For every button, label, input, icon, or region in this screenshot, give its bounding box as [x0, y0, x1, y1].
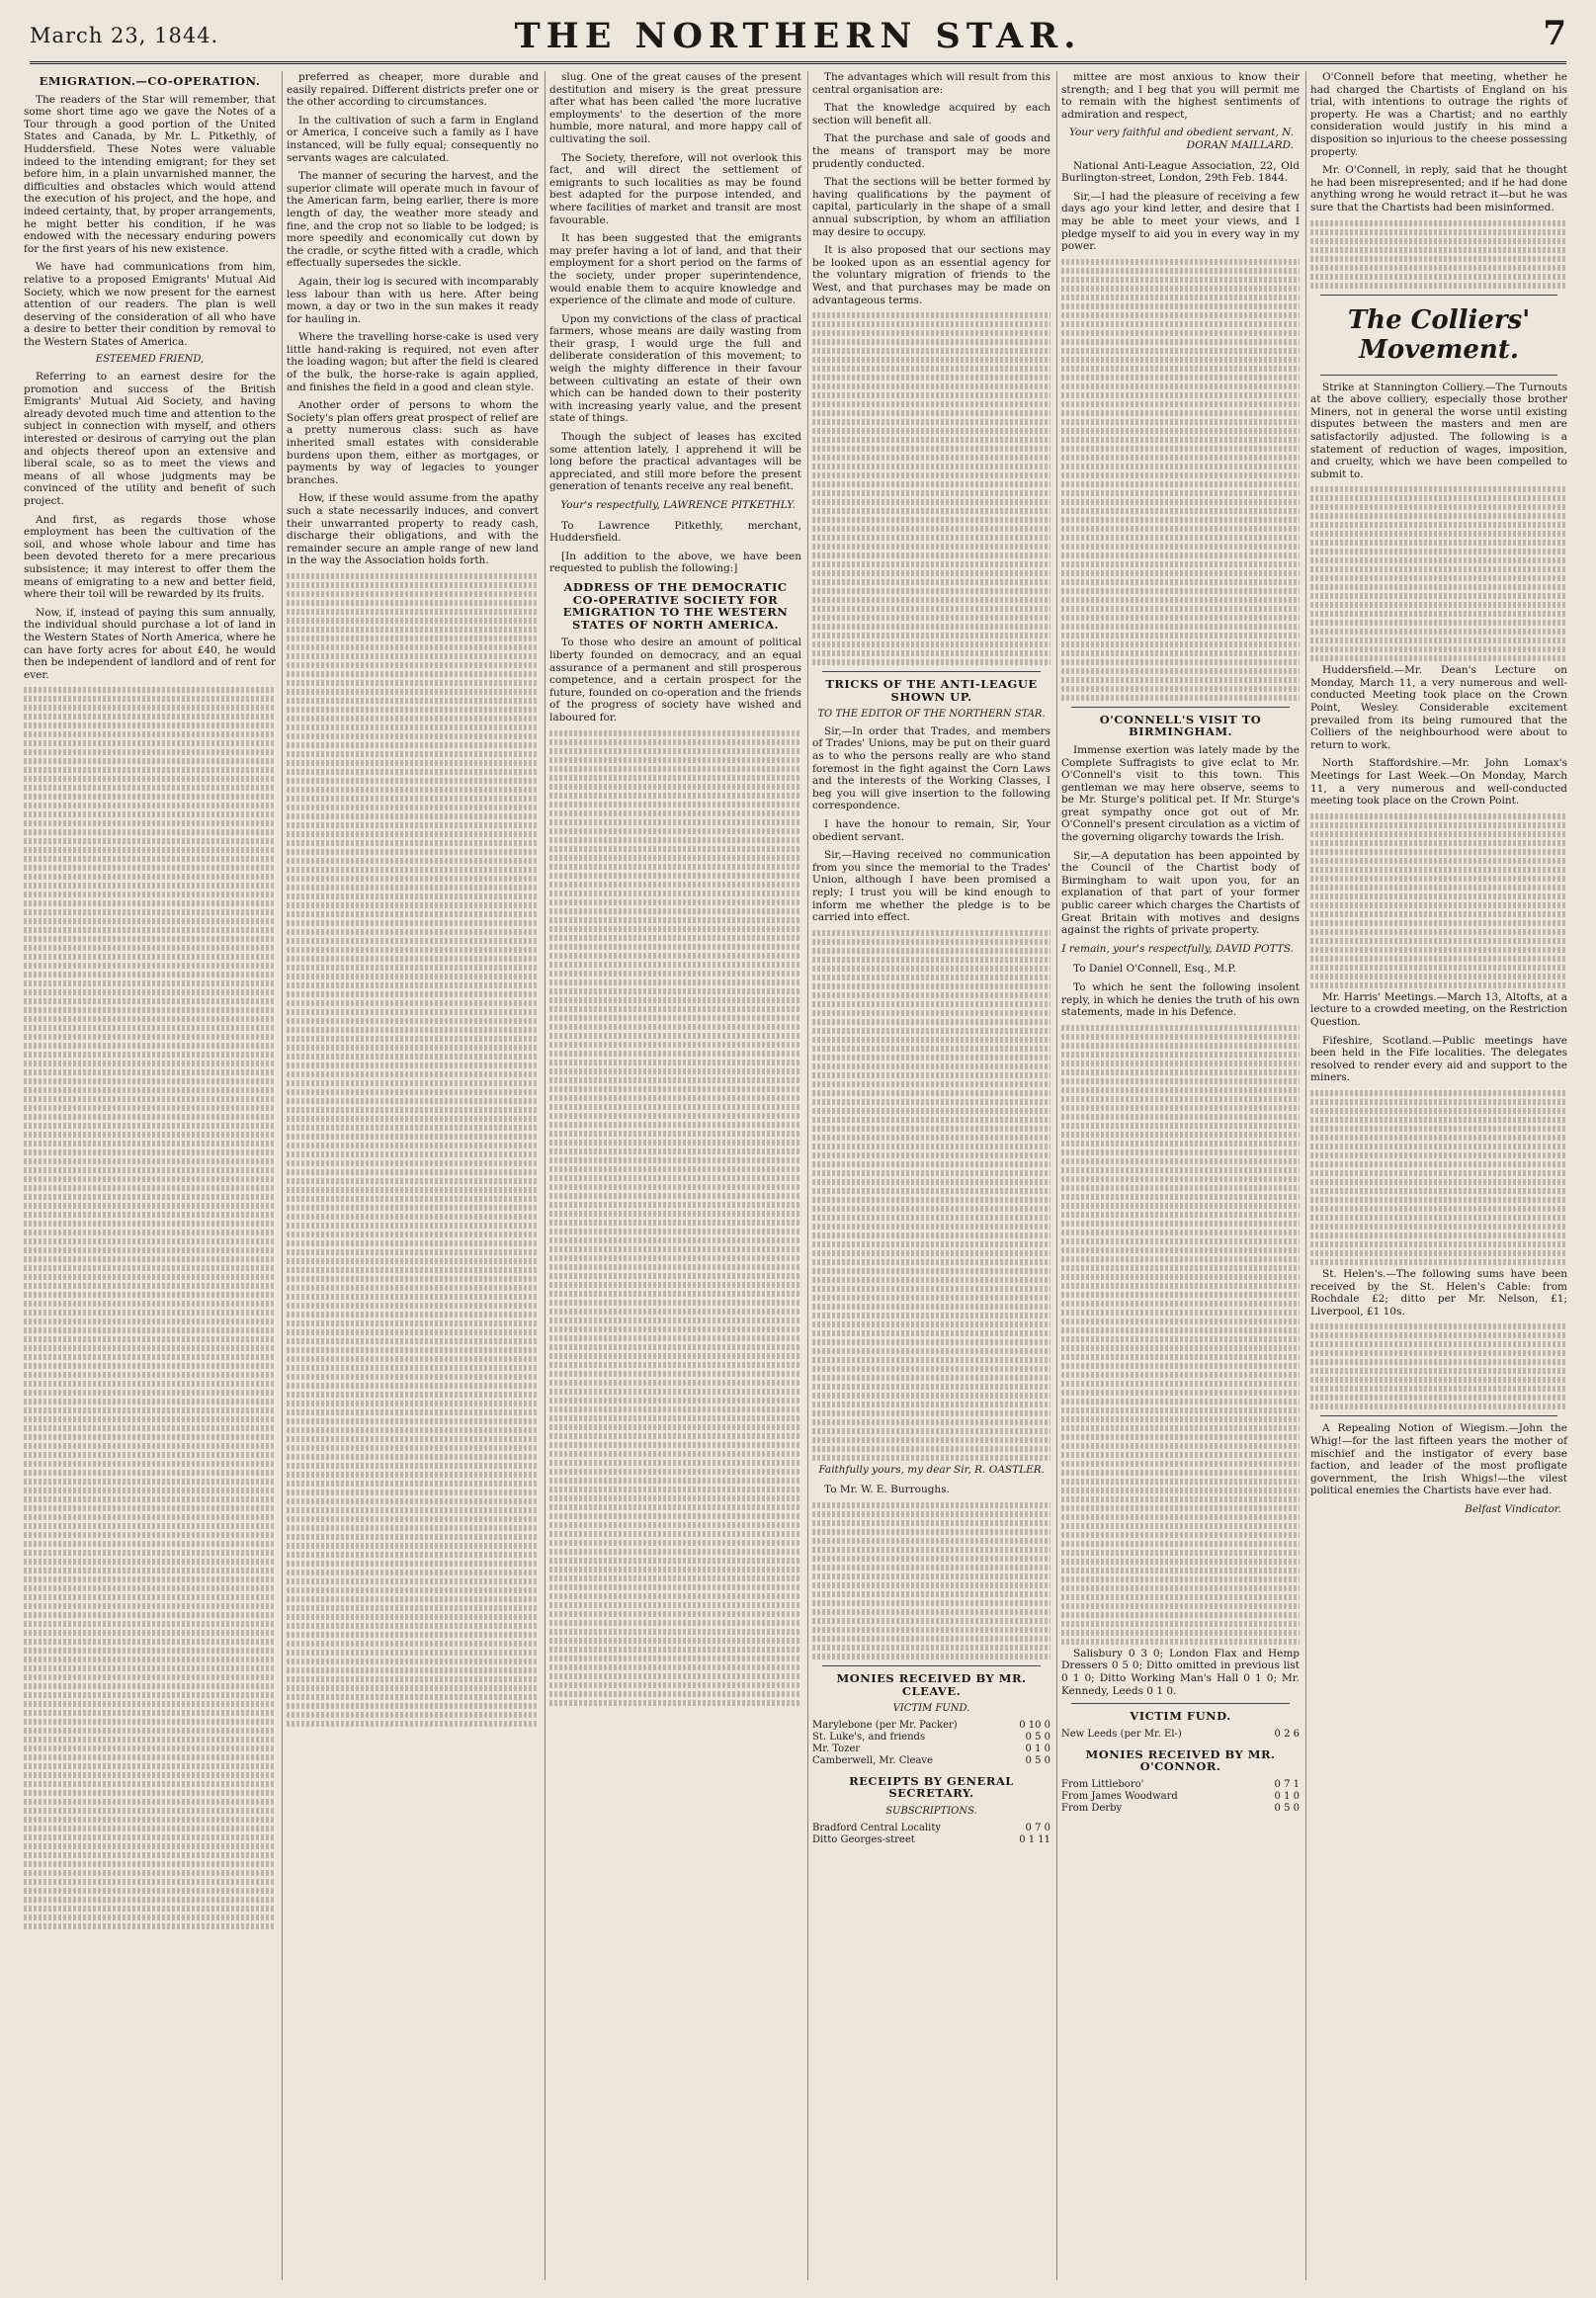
paragraph: And first, as regards those whose employment has been the cultivation of the soil, and whose whole labour and time has been devoted thereto for a mere precarious subsistence; it may interest to offer them the means of emigrating to a new and better field, where their toil will be rewarded by its fruits.: [24, 513, 276, 601]
list-heading-general-secretary: RECEIPTS BY GENERAL SECRETARY.: [849, 1773, 1014, 1801]
paragraph: Mr. Harris' Meetings.—March 13, Altofts, at a lecture to a crowded meeting, on the Restriction Question.: [1310, 990, 1567, 1028]
article-heading-anti-league: TRICKS OF THE ANTI-LEAGUE SHOWN UP.: [825, 677, 1038, 704]
text-texture: [1061, 1025, 1300, 1645]
list-item: Ditto Georges-street 0 1 11: [812, 1833, 1050, 1845]
section-divider: [1320, 1415, 1557, 1416]
paragraph: Referring to an earnest desire for the promotion and success of the British Emigrants' Mutual Aid Society, and having already devoted much time and attention to the subject in connection with myself, and others interested or desirous of carrying out the plan and objects thereof upon an extensive and liberal scale, so as to meet the views and means of all whose judgments may be convinced of the utility and benefit of such project.: [24, 371, 276, 507]
receipts-list: [812, 1823, 1050, 1846]
paragraph: North Staffordshire.—Mr. John Lomax's Meetings for Last Week.—On Monday, March 11, a very numerous and well-conducted meeting took place on the Crown Point.: [1310, 757, 1567, 808]
paragraph: National Anti-League Association, 22, Old Burlington-street, London, 29th Feb. 1844.: [1061, 159, 1300, 185]
paragraph: A Repealing Notion of Wiegism.—John the Whig!—for the last fifteen years the mother of mischief and the instigator of every base faction, and leader of the most profligate government, the Irish Whigs!—the vilest political enemies the Chartists have ever had.: [1310, 1422, 1567, 1497]
column-3: [549, 71, 808, 2280]
paragraph: Sir,—I had the pleasure of receiving a few days ago your kind letter, and desire that I may be able to meet your views, and I pledge myself to aid you in every way in my power.: [1061, 190, 1300, 253]
section-divider: [1071, 707, 1290, 708]
newspaper-title: THE NORTHERN STAR.: [514, 16, 1082, 56]
list-item: From Derby 0 5 0: [1061, 1802, 1300, 1814]
columns: [24, 71, 1575, 2285]
letter-salutation: ESTEEMED FRIEND,: [95, 354, 205, 366]
paragraph: Salisbury 0 3 0; London Flax and Hemp Dressers 0 5 0; Ditto omitted in previous list 0 1 0; Ditto Working Man's Hall 0 1 0; Mr. Kennedy, Leeds 0 1 0.: [1061, 1647, 1300, 1697]
section-divider: [1320, 375, 1557, 376]
paragraph: preferred as cheaper, more durable and easily repaired. Different districts prefer one or the other according to circumstances.: [287, 71, 539, 109]
source-attribution: Belfast Vindicator.: [1465, 1502, 1561, 1515]
list-heading-oconnor: MONIES RECEIVED BY MR. O'CONNOR.: [1085, 1746, 1276, 1774]
list-item: Mr. Tozer 0 1 0: [812, 1743, 1050, 1754]
paragraph: The Society, therefore, will not overlook this fact, and will direct the settlement of emigrants to such localities as may be found best adapted for the purpose intended, and where facilities of market and transit are most favourable.: [549, 151, 801, 226]
paragraph: Sir,—Having received no communication from you since the memorial to the Trades' Union, although I have been promised a reply; I trust you will be kind enough to inform me whether the pledge is to be carried into effect.: [812, 849, 1050, 924]
paragraph: O'Connell before that meeting, whether he had charged the Chartists of England on his trial, with intentions to outrage the rights of property. He was a Chartist; and no earthly consideration would justify in his mind a disposition so injurious to the cheese possessing property.: [1310, 71, 1567, 158]
paragraph: Fifeshire, Scotland.—Public meetings have been held in the Fife localities. The delegates resolved to render every aid and support to the miners.: [1310, 1034, 1567, 1084]
column-4: [812, 71, 1057, 2280]
text-texture: [287, 573, 539, 1727]
text-texture: [812, 930, 1050, 1461]
paragraph: To Daniel O'Connell, Esq., M.P.: [1073, 963, 1236, 976]
paragraph: The manner of securing the harvest, and the superior climate will operate much in favour of the American farm, being earlier, there is more length of day, the weather more steady and fine, and the crop not so liable to be lodged; is more speedily and economically cut down by the cradle, or scythe fitted with a cradle, which effectually supersedes the sickle.: [287, 170, 539, 270]
list-heading-victim-fund: VICTIM FUND.: [1130, 1709, 1231, 1724]
editor-note: [In addition to the above, we have been requested to publish the following:]: [549, 550, 801, 575]
paragraph: To Mr. W. E. Burroughs.: [824, 1484, 950, 1496]
paragraph: Another order of persons to whom the Society's plan offers great prospect of relief are a pretty numerous class: such as have inherited small estates with considerable burdens upon them, either as mortgages, or payments by way of legacies to younger branches.: [287, 399, 539, 486]
text-texture: [1061, 259, 1300, 701]
paragraph: To which he sent the following insolent reply, in which he denies the truth of his own statements, made in his Defence.: [1061, 981, 1300, 1019]
paragraph: slug. One of the great causes of the present destitution and misery is the great pressure after what has been called 'the more lucrative employments' to the desertion of the more humble, more natural, and more happy call of cultivating the soil.: [549, 71, 801, 145]
column-6: [1310, 71, 1573, 2280]
column-1: [24, 71, 283, 2280]
paragraph: It has been suggested that the emigrants may prefer having a lot of land, and that their employment for a short period on the farms of the society, under proper superintendence, would enable them to acquire knowledge and experience of the climate and mode of culture.: [549, 232, 801, 307]
article-heading-oconnell: O'CONNELL'S VISIT TO BIRMINGHAM.: [1099, 712, 1262, 739]
paragraph: We have had communications from him, relative to a proposed Emigrants' Mutual Aid Society, which we now present for the earnest attention of our readers. The plan is well deserving of the consideration of all who have a desire to better their condition by removal to the Western States of America.: [24, 261, 276, 348]
list-subheading: SUBSCRIPTIONS.: [885, 1805, 977, 1817]
paragraph: I have the honour to remain, Sir, Your obedient servant.: [812, 818, 1050, 843]
list-item: St. Luke's, and friends 0 5 0: [812, 1731, 1050, 1743]
list-subheading: VICTIM FUND.: [892, 1703, 970, 1715]
paragraph: St. Helen's.—The following sums have been received by the St. Helen's Cable: from Rochdale £2; ditto per Mr. Nelson, £1; Liverpool, £1 10s.: [1310, 1267, 1567, 1318]
text-texture: [812, 312, 1050, 665]
paragraph: Sir,—A deputation has been appointed by the Council of the Chartist body of Birmingham to wait upon you, for an explanation of that part of your former public career which charges the Chartists of Great Britain with motives and designs against the rights of private property.: [1061, 849, 1300, 937]
paragraph: The advantages which will result from this central organisation are:: [812, 71, 1050, 96]
column-5: [1061, 71, 1306, 2280]
page-number: 7: [1543, 14, 1566, 53]
paragraph: That the knowledge acquired by each section will benefit all.: [812, 102, 1050, 127]
list-item: New Leeds (per Mr. El-) 0 2 6: [1061, 1728, 1300, 1740]
oconnor-list: [1061, 1779, 1300, 1815]
paragraph: It is also proposed that our sections may be looked upon as an essential agency for the voluntary migration of friends to the West, and that purchases may be made on advantageous terms.: [812, 244, 1050, 306]
paragraph: The readers of the Star will remember, that some short time ago we gave the Notes of a Tour through a good portion of the United States and Canada, by Mr. L. Pitkethly, of Huddersfield. These Notes were valuable indeed to the intending emigrant; for they set before him, in a plain unvarnished manner, the difficulties and obstacles which would attend the execution of his project, and the hope, and indeed certainty, that, by proper arrangements, he might better his condition, if he was endowed with the necessary enduring powers for the first years of his new existence.: [24, 93, 276, 255]
paragraph: Immense exertion was lately made by the Complete Suffragists to give eclat to Mr. O'Connell's visit to this town. This gentleman we may here observe, seems to be Mr. Sturge's political pet. If Mr. Sturge's great sympathy once got out of Mr. O'Connell's present circulation as a victim of the governing oligarchy towards the Irish.: [1061, 743, 1300, 844]
text-texture: [1310, 220, 1567, 289]
list-heading-cleave: MONIES RECEIVED BY MR. CLEAVE.: [836, 1670, 1027, 1698]
paragraph: Strike at Stannington Colliery.—The Turnouts at the above colliery, especially those brother Miners, not in general the worse until existing disputes between the masters and men are satisfactorily adjusted. The following is a statement of reduction of wages, imposition, and cruelty, which we have been compelled to submit to.: [1310, 381, 1567, 480]
list-item: Camberwell, Mr. Cleave 0 5 0: [812, 1754, 1050, 1766]
text-texture: [1310, 1323, 1567, 1409]
paragraph: Where the travelling horse-cake is used very little hand-raking is required, not even after the loading wagon; but after the field is cleared of the bulk, the horse-rake is again applied, and finishes the field in a good and clean style.: [287, 331, 539, 393]
list-item: Bradford Central Locality 0 7 0: [812, 1822, 1050, 1833]
section-divider: [1071, 1703, 1290, 1704]
section-divider: [1320, 295, 1557, 296]
section-divider: [822, 1665, 1041, 1666]
column-2: [287, 71, 546, 2280]
paragraph: How, if these would assume from the apathy such a state necessarily induces, and convert their unwarranted property to ready cash, discharge their obligations, and with the remainder secure an ample range of new land in the way the Association holds forth.: [287, 492, 539, 567]
section-divider: [822, 671, 1041, 672]
text-texture: [1310, 1090, 1567, 1265]
paragraph: That the sections will be better formed by having qualifications by the payment of capital, particularly in the shape of a small annual subscription, by whom an affiliation may desire to occupy.: [812, 176, 1050, 238]
paragraph: To those who desire an amount of political liberty founded on democracy, and an equal assurance of a permanent and still prosperous competence, and a certain prospect for the future, founded on co-operation and the friends of the progress of society have wished and laboured for.: [549, 637, 801, 723]
masthead: [30, 14, 1566, 64]
paragraph: Now, if, instead of paying this sum annually, the individual should purchase a lot of land in the Western States of North America, where he can have forty acres for about £40, he would then be independent of landlord and of rent for ever.: [24, 606, 276, 681]
paragraph: Though the subject of leases has excited some attention lately, I apprehend it will be long before the practical advantages will be appreciated, and still more before the present generation of tenants receive any real benefit.: [549, 431, 801, 493]
letter-address: TO THE EDITOR OF THE NORTHERN STAR.: [817, 709, 1046, 721]
list-item: Marylebone (per Mr. Packer) 0 10 0: [812, 1719, 1050, 1731]
paragraph: mittee are most anxious to know their strength; and I beg that you will permit me to remain with the highest sentiments of admiration and respect,: [1061, 71, 1300, 121]
paragraph: Mr. O'Connell, in reply, said that he thought he had been misrepresented; and if he had done anything wrong he would retract it—but he was sure that the Chartists had been misinformed.: [1310, 164, 1567, 213]
victim-fund-list: [1061, 1729, 1300, 1741]
issue-date: March 23, 1844.: [30, 24, 219, 47]
signature: Your's respectfully, LAWRENCE PITKETHLY.: [560, 499, 796, 511]
paragraph: Huddersfield.—Mr. Dean's Lecture on Monday, March 11, a very numerous and well-conducted Meeting took place on the Crown Point, Wesley. Considerable excitement prevailed from its being rumoured that the Colliers of the neighbourhood were about to return to work.: [1310, 664, 1567, 751]
text-texture: [24, 687, 276, 1929]
paragraph: Again, their log is secured with incomparably less labour than with us here. After being mown, a day or two in the sun makes it ready for hauling in.: [287, 275, 539, 325]
text-texture: [1310, 486, 1567, 661]
list-item: From Littleboro' 0 7 1: [1061, 1778, 1300, 1790]
text-texture: [812, 1502, 1050, 1660]
section-title-colliers: The Colliers' Movement.: [1347, 304, 1531, 365]
signature: Faithfully yours, my dear Sir, R. OASTLER.: [818, 1463, 1045, 1476]
text-texture: [1310, 813, 1567, 988]
paragraph: Upon my convictions of the class of practical farmers, whose means are daily wasting from their grasp, I would urge the full and deliberate consideration of this movement; to weigh the mighty difference in their favour between cultivating an estate of their own which can be handed down to their posterity with increasing yearly value, and the present state of things.: [549, 312, 801, 425]
list-item: From James Woodward 0 1 0: [1061, 1790, 1300, 1802]
monies-list: [812, 1720, 1050, 1767]
signature: Your very faithful and obedient servant, N. DORAN MAILLARD.: [1068, 127, 1294, 151]
paragraph: In the cultivation of such a farm in England or America, I conceive such a family as I have instanced, will be fully equal; consequently no servants wages are calculated.: [287, 114, 539, 164]
article-heading-address: ADDRESS OF THE DEMOCRATIC CO-OPERATIVE SOCIETY FOR EMIGRATION TO THE WESTERN STATES OF NORTH AMERICA.: [562, 579, 789, 632]
signature: I remain, your's respectfully, DAVID POTTS.: [1061, 942, 1294, 955]
paragraph: That the purchase and sale of goods and the means of transport may be more prudently conducted.: [812, 132, 1050, 170]
paragraph: Sir,—In order that Trades, and members of Trades' Unions, may be put on their guard as to who the persons really are who stand foremost in the fight against the Corn Laws and the interests of the Working Classes, I beg you will give insertion to the following correspondence.: [812, 724, 1050, 812]
paragraph: To Lawrence Pitkethly, merchant, Huddersfield.: [549, 519, 801, 545]
article-heading-emigration: EMIGRATION.—CO-OPERATION.: [39, 74, 261, 88]
text-texture: [549, 730, 801, 1706]
